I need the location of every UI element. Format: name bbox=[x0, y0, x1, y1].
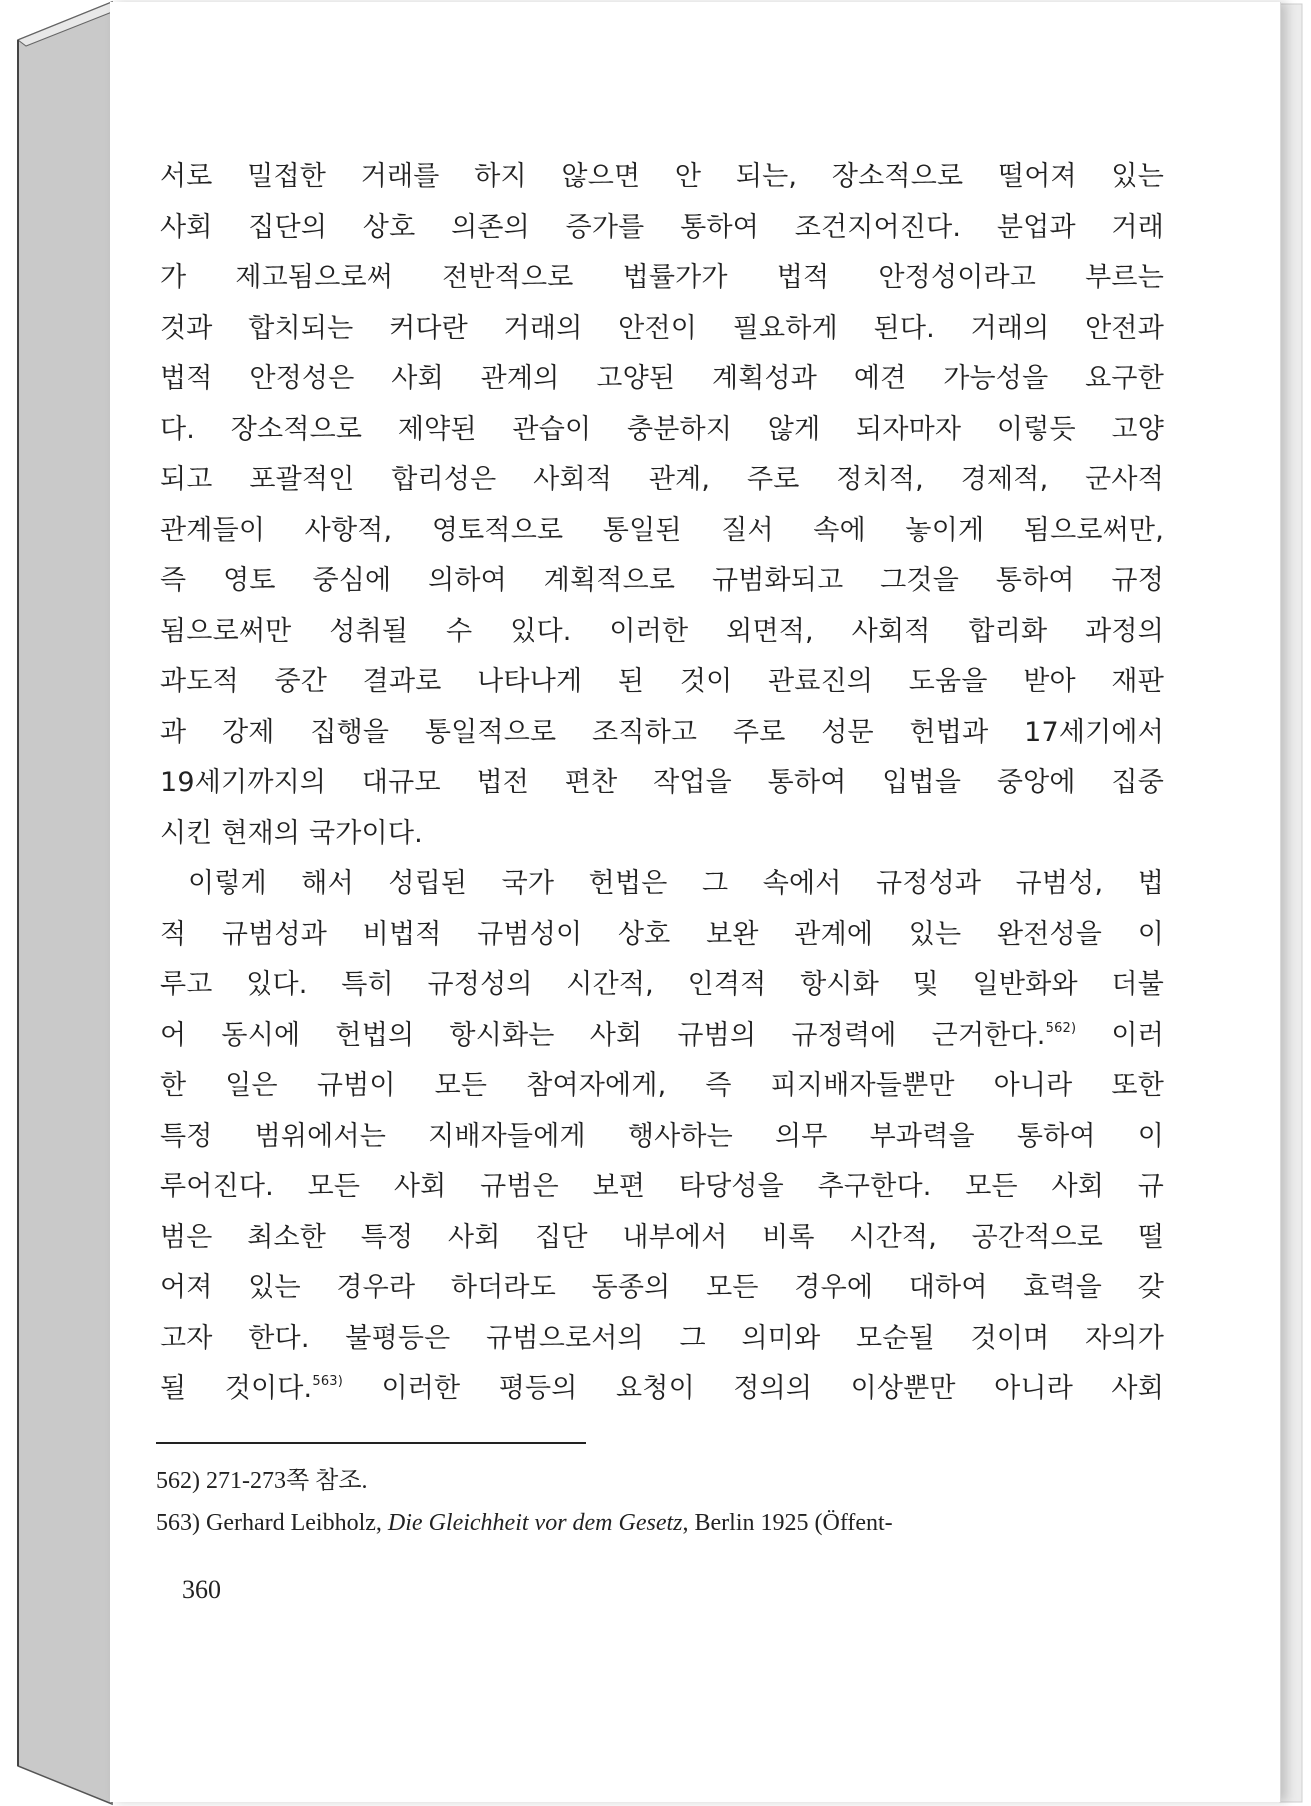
footnote-divider bbox=[156, 1442, 586, 1444]
text-segment: 이러 bbox=[1076, 1019, 1164, 1051]
text-line: 19세기까지의 대규모 법전 편찬 작업을 통하여 입법을 중앙에 집중 bbox=[160, 767, 1164, 798]
text-line: 관계들이 사항적, 영토적으로 통일된 질서 속에 놓이게 됨으로써만, bbox=[160, 514, 1164, 546]
text-line: 루어진다. 모든 사회 규범은 보편 타당성을 추구한다. 모든 사회 규 bbox=[160, 1171, 1164, 1202]
text-line: 적 규범성과 비법적 규범성이 상호 보완 관계에 있는 완전성을 이 bbox=[160, 918, 1164, 950]
footnotes bbox=[156, 1460, 1166, 1544]
text-line-with-footnote bbox=[160, 1011, 1164, 1062]
footnote-ref-562[interactable]: 562) bbox=[1045, 1020, 1077, 1036]
text-line: 어져 있는 경우라 하더라도 동종의 모든 경우에 대하여 효력을 갖 bbox=[160, 1272, 1164, 1303]
footnote-number: 563) bbox=[156, 1510, 200, 1536]
footnote-title: Die Gleichheit vor dem Gesetz bbox=[387, 1510, 683, 1536]
footnote-text: 271-273쪽 참조. bbox=[200, 1468, 368, 1494]
text-segment: 이러한 평등의 요청이 정의의 이상뿐만 아니라 사회 bbox=[343, 1373, 1164, 1404]
text-line: 특정 범위에서는 지배자들에게 행사하는 의무 부과력을 통하여 이 bbox=[160, 1120, 1164, 1152]
footnote-number: 562) bbox=[156, 1468, 200, 1494]
text-line: 다. 장소적으로 제약된 관습이 충분하지 않게 되자마자 이렇듯 고양 bbox=[160, 413, 1164, 445]
footnote-562 bbox=[156, 1460, 1166, 1502]
footnote-563 bbox=[156, 1502, 1166, 1544]
text-line: 시킨 현재의 국가이다. bbox=[160, 817, 423, 849]
text-segment: 어 동시에 헌법의 항시화는 사회 규범의 규정력에 근거한다. bbox=[160, 1019, 1046, 1051]
text-line: 됨으로써만 성취될 수 있다. 이러한 외면적, 사회적 합리화 과정의 bbox=[160, 615, 1164, 647]
body-text bbox=[160, 152, 1164, 1415]
text-line: 즉 영토 중심에 의하여 계획적으로 규범화되고 그것을 통하여 규정 bbox=[160, 565, 1164, 596]
text-line: 한 일은 규범이 모든 참여자에게, 즉 피지배자들뿐만 아니라 또한 bbox=[160, 1070, 1164, 1101]
footnote-ref-563[interactable]: 563) bbox=[312, 1374, 344, 1389]
text-line-with-footnote bbox=[160, 1364, 1164, 1415]
text-segment: 될 것이다. bbox=[160, 1373, 313, 1404]
text-line: 고자 한다. 불평등은 규범으로서의 그 의미와 모순될 것이며 자의가 bbox=[160, 1322, 1164, 1354]
page-number: 360 bbox=[182, 1575, 221, 1604]
text-line: 사회 집단의 상호 의존의 증가를 통하여 조건지어진다. 분업과 거래 bbox=[160, 211, 1164, 243]
footnote-rest: , Berlin 1925 (Öffent- bbox=[682, 1510, 893, 1536]
text-line: 과 강제 집행을 통일적으로 조직하고 주로 성문 헌법과 17세기에서 bbox=[160, 716, 1164, 748]
text-line: 가 제고됨으로써 전반적으로 법률가가 법적 안정성이라고 부르는 bbox=[160, 262, 1164, 293]
text-line: 서로 밀접한 거래를 하지 않으면 안 되는, 장소적으로 떨어져 있는 bbox=[160, 161, 1164, 192]
text-line: 범은 최소한 특정 사회 집단 내부에서 비록 시간적, 공간적으로 떨 bbox=[160, 1221, 1164, 1253]
text-line: 법적 안정성은 사회 관계의 고양된 계획성과 예견 가능성을 요구한 bbox=[160, 363, 1164, 394]
text-line: 것과 합치되는 커다란 거래의 안전이 필요하게 된다. 거래의 안전과 bbox=[160, 312, 1164, 344]
text-line: 이렇게 해서 성립된 국가 헌법은 그 속에서 규정성과 규범성, 법 bbox=[188, 868, 1164, 899]
text-line: 루고 있다. 특히 규정성의 시간적, 인격적 항시화 및 일반화와 더불 bbox=[160, 969, 1164, 1000]
text-line: 과도적 중간 결과로 나타나게 된 것이 관료진의 도움을 받아 재판 bbox=[160, 666, 1164, 697]
text-line: 되고 포괄적인 합리성은 사회적 관계, 주로 정치적, 경제적, 군사적 bbox=[160, 464, 1164, 495]
footnote-author: Gerhard Leibholz, bbox=[200, 1510, 388, 1536]
